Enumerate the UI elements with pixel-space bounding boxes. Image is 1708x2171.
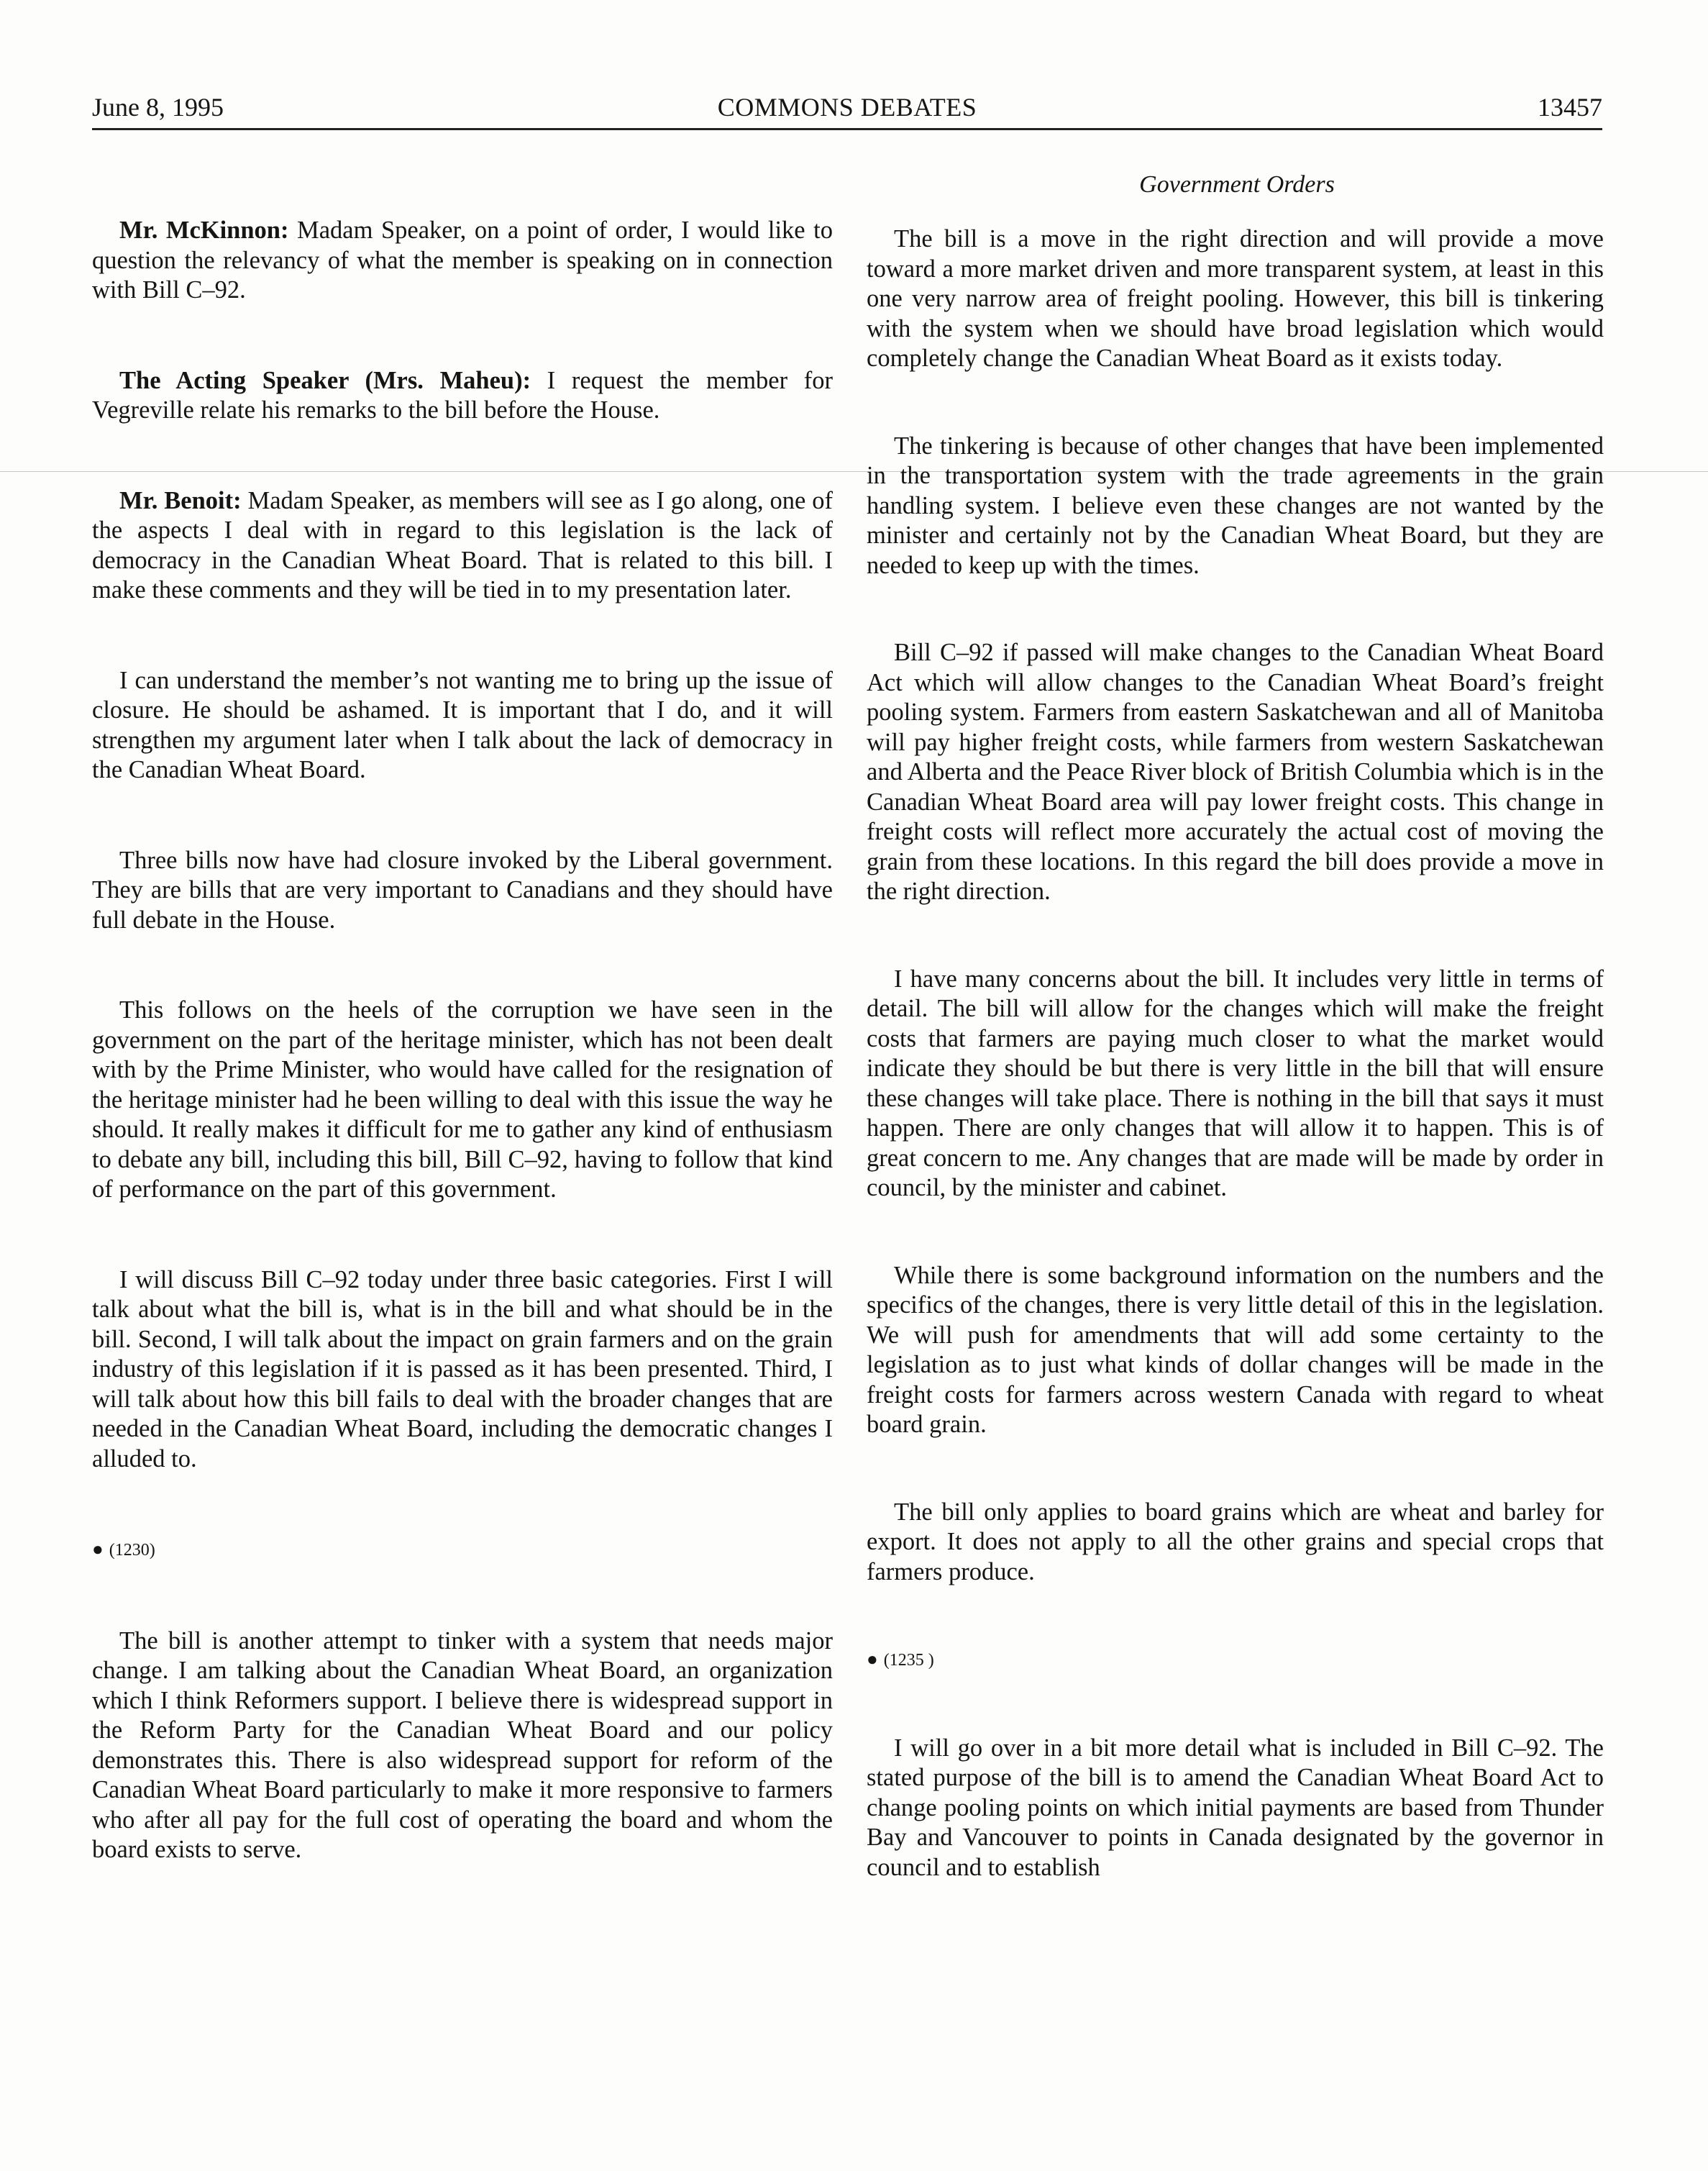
speaker-name: Mr. Benoit: [119, 486, 242, 514]
header-title: COMMONS DEBATES [717, 93, 977, 122]
speaker-name: The Acting Speaker (Mrs. Maheu): [119, 366, 531, 394]
page-header [92, 85, 1602, 130]
speaker-name: Mr. McKinnon: [119, 217, 289, 244]
paragraph: The tinkering is because of other changes that have been implemented in the transportation system with the trade agreements in the grain handling system. I believe even these changes are not wanted by the minister and certainly not by the Canadian Wheat Board, but they are needed to keep up with the times. [867, 432, 1604, 579]
paragraph: I have many concerns about the bill. It includes very little in terms of detail. The bill will allow for the changes which will make the freight costs that farmers are paying much closer to what the market would indicate they should be but there is very little in the bill that will ensure these changes will take place. There is nothing in the bill that says it must happen. There are only changes that will allow it to happen. This is of great concern to me. Any changes that are made will be made by order in council, by the minister and cabinet. [867, 965, 1604, 1201]
paragraph: The bill is a move in the right direction and will provide a move toward a more market driven and more transparent system, at least in this one very narrow area of freight pooling. However, this bill is tinkering with the system when we should have broad legislation which would completely change the Canadian Wheat Board as it exists today. [867, 225, 1604, 372]
timestamp-text: (1235 ) [883, 1651, 934, 1670]
paragraph-text: Madam Speaker, as members will see as I go along, one of the aspects I deal with in regard to this legislation is the lack of democracy in the Canadian Wheat Board. That is related to this bill. I make these comments and they will be tied in to my presentation later. [92, 486, 833, 604]
header-date: June 8, 1995 [92, 93, 224, 122]
right-column [867, 224, 1604, 1883]
paragraph: I can understand the member’s not wanting me to bring up the issue of closure. He should be ashamed. It is important that I do, and it will strengthen my argument later when I talk about the lack of democracy in the Canadian Wheat Board. [92, 666, 833, 783]
paragraph [92, 216, 833, 306]
paragraph-text: Madam Speaker, on a point of order, I would like to question the relevancy of what the member is speaking on in connection with Bill C–92. [92, 217, 834, 304]
timestamp [867, 1644, 1604, 1676]
paragraph: I will go over in a bit more detail what is included in Bill C–92. The stated purpose of the bill is to amend the Canadian Wheat Board Act to change pooling points on which initial payments are based from Thunder Bay and Vancouver to points in Canada designated by the governor in council and to establish [867, 1734, 1604, 1881]
paragraph: I will discuss Bill C–92 today under three basic categories. First I will talk about what the bill is, what is in the bill and what should be in the bill. Second, I will talk about the impact on grain farmers and on the grain industry of this legislation if it is passed as it has been presented. Third, I will talk about how this bill fails to deal with the broader changes that are needed in the Canadian Wheat Board, including the democratic changes I alluded to. [92, 1265, 833, 1473]
header-page-number: 13457 [1538, 93, 1602, 122]
timestamp-text: (1230) [109, 1541, 155, 1560]
timestamp [92, 1534, 833, 1566]
paragraph [92, 486, 833, 606]
section-heading: Government Orders [1139, 171, 1335, 198]
paragraph: Three bills now have had closure invoked by the Liberal government. They are bills that are very important to Canadians and they should have full debate in the House. [92, 846, 833, 934]
paragraph [92, 366, 833, 426]
left-column [92, 216, 833, 1865]
bullet-icon: ● [867, 1649, 878, 1670]
paragraph: While there is some background information on the numbers and the specifics of the changes, there is very little detail of this in the legislation. We will push for amendments that will add some certainty to the legislation as to just what kinds of dollar changes will be made in the freight costs for farmers across western Canada with regard to wheat board grain. [867, 1261, 1604, 1438]
paragraph-text: I request the member for Vegreville relate his remarks to the bill before the House. [92, 366, 833, 424]
paragraph: The bill only applies to board grains which are wheat and barley for export. It does not apply to all the other grains and special crops that farmers produce. [867, 1498, 1604, 1585]
bullet-icon: ● [92, 1539, 104, 1560]
paragraph: This follows on the heels of the corruption we have seen in the government on the part of the heritage minister, which has not been dealt with by the Prime Minister, who would have called for the resignation of the heritage minister had he been willing to deal with this issue the way he should. It really makes it difficult for me to gather any kind of enthusiasm to debate any bill, including this bill, Bill C–92, having to follow that kind of performance on the part of this government. [92, 996, 833, 1203]
paragraph: The bill is another attempt to tinker with a system that needs major change. I am talking about the Canadian Wheat Board, an organization which I think Reformers support. I believe there is widespread support in the Reform Party for the Canadian Wheat Board and our policy demonstrates this. There is also widespread support for reform of the Canadian Wheat Board particularly to make it more responsive to farmers who after all pay for the full cost of operating the board and whom the board exists to serve. [92, 1626, 833, 1863]
paragraph: Bill C–92 if passed will make changes to the Canadian Wheat Board Act which will allow changes to the Canadian Wheat Board’s freight pooling system. Farmers from eastern Saskatchewan and all of Manitoba will pay higher freight costs, while farmers from western Saskatchewan and Alberta and the Peace River block of British Columbia which is in the Canadian Wheat Board area will pay lower freight costs. This change in freight costs will reflect more accurately the actual cost of moving the grain from these locations. In this regard the bill does provide a move in the right direction. [867, 639, 1604, 905]
